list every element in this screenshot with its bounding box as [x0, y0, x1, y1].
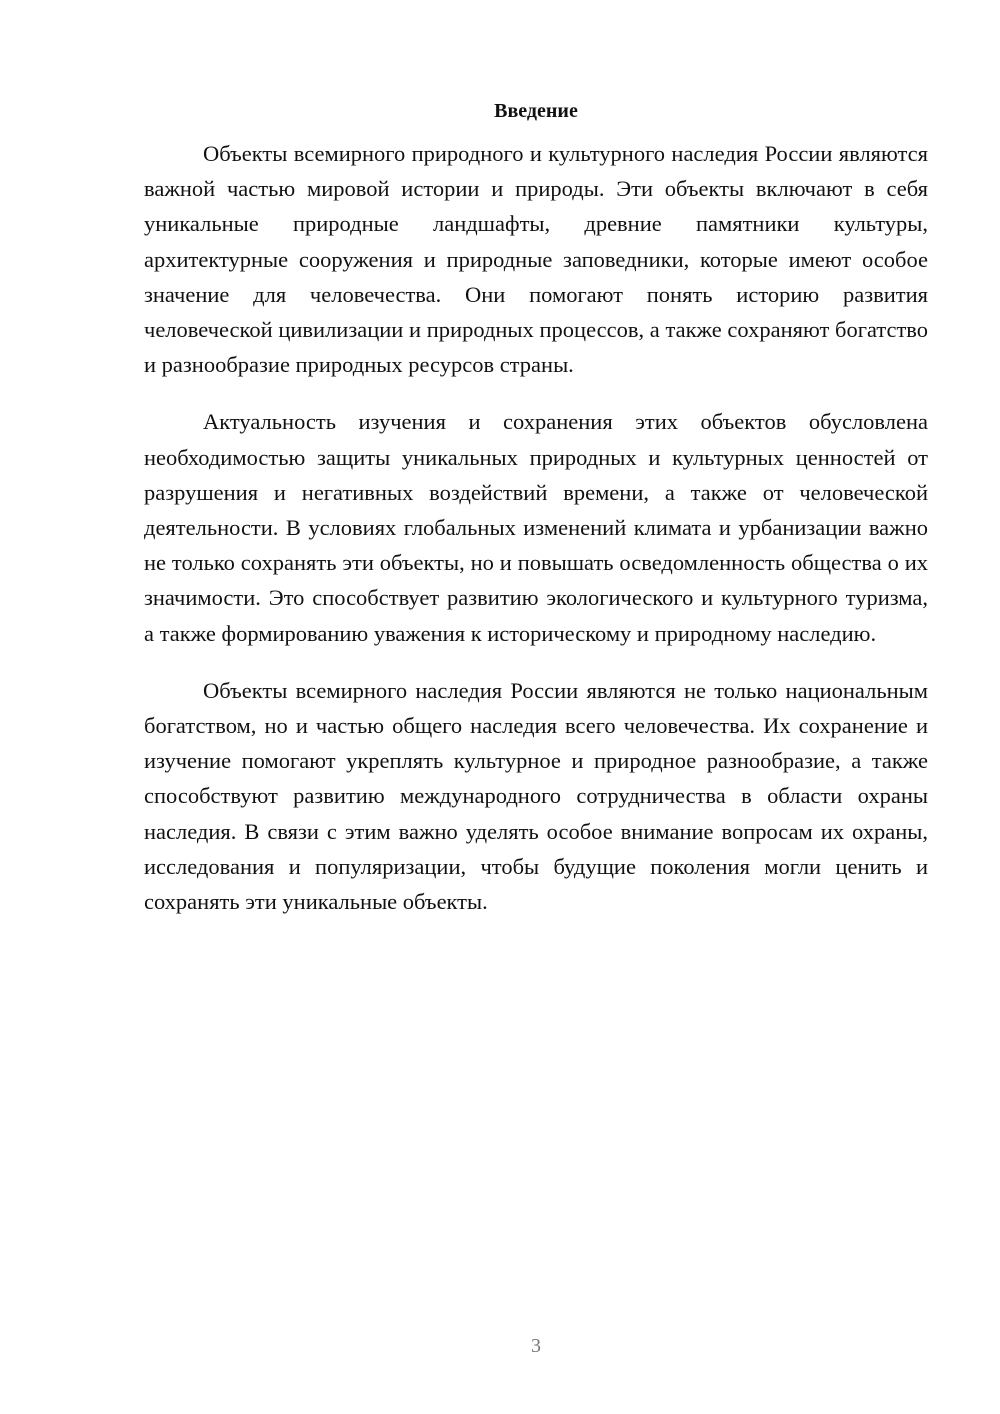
paragraph-1: Объекты всемирного природного и культурного наследия России являются важной частью мировой истории и природы. Эти объекты включают в себя уникальные природные ландшафты, древние памятники культуры, архитектурные сооружения и природные заповедники, которые имеют особое значение для человечества. Они помогают понять историю развития человеческой цивилизации и природных процессов, а также сохраняют богатство и разнообразие природных ресурсов страны.	[144, 141, 928, 378]
page-content	[144, 96, 928, 941]
paragraph-2: Актуальность изучения и сохранения этих объектов обусловлена необходимостью защиты уникальных природных и культурных ценностей от разрушения и негативных воздействий времени, а также от человеческой деятельности. В условиях глобальных изменений климата и урбанизации важно не только сохранять эти объекты, но и повышать осведомленность общества о их значимости. Это способствует развитию экологического и культурного туризма, а также формированию уважения к историческому и природному наследию.	[144, 409, 928, 646]
page-number: 3	[531, 1335, 541, 1357]
paragraph-3: Объекты всемирного наследия России являются не только национальным богатством, но и частью общего наследия всего человечества. Их сохранение и изучение помогают укреплять культурное и природное разнообразие, а также способствуют развитию международного сотрудничества в области охраны наследия. В связи с этим важно уделять особое внимание вопросам их охраны, исследования и популяризации, чтобы будущие поколения могли ценить и сохранять эти уникальные объекты.	[144, 677, 928, 915]
section-title: Введение	[494, 100, 578, 122]
